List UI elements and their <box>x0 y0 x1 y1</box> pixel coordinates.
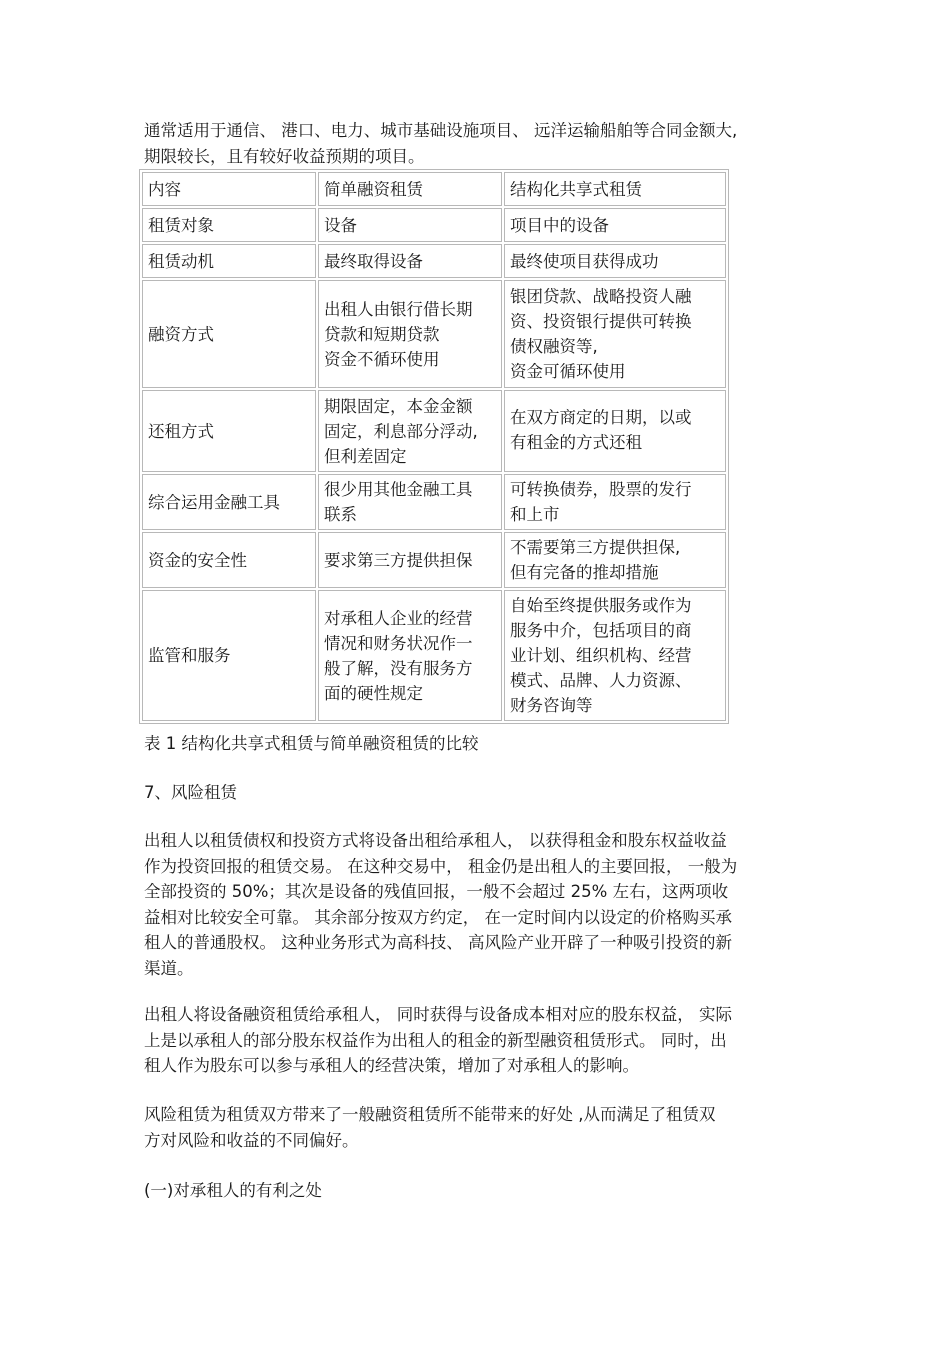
intro-paragraph <box>144 118 814 170</box>
text-line: 租人作为股东可以参与承租人的经营决策，增加了对承租人的影响。 <box>144 1056 639 1075</box>
intro-line: 期限较长，且有较好收益预期的项目。 <box>144 147 425 166</box>
section-heading: 7、风险租赁 <box>144 783 237 802</box>
table-row <box>142 532 726 588</box>
table-header-row <box>142 172 726 206</box>
cell-line: 很少用其他金融工具 <box>324 480 473 499</box>
cell-line: 但利差固定 <box>324 446 407 466</box>
table-row <box>142 390 726 472</box>
cell-line: 要求第三方提供担保 <box>324 550 473 570</box>
intro-line: 通常适用于通信、 港口、电力、城市基础设施项目、 远洋运输船舶等合同金额大, <box>144 121 738 140</box>
cell-line: 最终使项目获得成功 <box>510 251 659 271</box>
subsection-heading <box>144 1178 808 1204</box>
row-label: 监管和服务 <box>142 590 316 721</box>
text-line: (一)对承租人的有利之处 <box>144 1181 322 1200</box>
text-line: 全部投资的 50%；其次是设备的残值回报，一般不会超过 25% 左右，这两项收 <box>144 882 729 901</box>
cell-line: 有租金的方式还租 <box>510 433 642 452</box>
text-line: 风险租赁为租赁双方带来了一般融资租赁所不能带来的好处 ,从而满足了租赁双 <box>144 1105 716 1124</box>
cell-line: 不需要第三方提供担保, <box>510 538 681 557</box>
cell-line: 和上市 <box>510 505 560 524</box>
structured-lease-cell <box>504 532 726 588</box>
row-label: 还租方式 <box>142 390 316 472</box>
cell-line: 服务中介，包括项目的商 <box>510 621 692 640</box>
text-line: 出租人以租赁债权和投资方式将设备出租给承租人， 以获得租金和股东权益收益 <box>144 831 727 850</box>
table-row <box>142 590 726 721</box>
cell-line: 情况和财务状况作一 <box>324 633 473 653</box>
text-line: 上是以承租人的部分股东权益作为出租人的租金的新型融资租赁形式。 同时，出 <box>144 1030 727 1050</box>
simple-lease-cell <box>318 590 502 721</box>
header-cell-structured-lease: 结构化共享式租赁 <box>504 172 726 206</box>
cell-line: 贷款和短期贷款 <box>324 324 440 344</box>
cell-line: 可转换债券，股票的发行 <box>510 480 692 499</box>
table-row <box>142 280 726 388</box>
cell-line: 业计划、组织机构、经营 <box>510 646 692 665</box>
row-label: 融资方式 <box>142 280 316 388</box>
cell-line: 资金不循环使用 <box>324 349 440 369</box>
structured-lease-cell <box>504 208 726 242</box>
paragraph-equity-arrangement <box>144 1002 808 1079</box>
cell-line: 固定，利息部分浮动, <box>324 421 478 441</box>
table-caption: 表 1 结构化共享式租赁与简单融资租赁的比较 <box>144 734 479 753</box>
comparison-table <box>139 169 729 724</box>
cell-line: 对承租人企业的经营 <box>324 608 473 628</box>
simple-lease-cell <box>318 244 502 278</box>
cell-line: 但有完备的推却措施 <box>510 563 659 582</box>
cell-line: 资、投资银行提供可转换 <box>510 312 692 331</box>
cell-line: 自始至终提供服务或作为 <box>510 596 692 615</box>
paragraph-risk-lease-definition <box>144 828 808 981</box>
simple-lease-cell <box>318 474 502 530</box>
cell-line: 财务咨询等 <box>510 696 593 715</box>
cell-line: 模式、品牌、人力资源、 <box>510 671 692 690</box>
text-line: 方对风险和收益的不同偏好。 <box>144 1130 359 1150</box>
cell-line: 联系 <box>324 505 357 524</box>
table-row <box>142 244 726 278</box>
cell-line: 在双方商定的日期，以或 <box>510 408 692 427</box>
simple-lease-cell <box>318 532 502 588</box>
structured-lease-cell <box>504 390 726 472</box>
cell-line: 设备 <box>324 215 357 235</box>
cell-line: 最终取得设备 <box>324 251 423 271</box>
cell-line: 资金可循环使用 <box>510 362 626 381</box>
simple-lease-cell <box>318 280 502 388</box>
cell-line: 债权融资等, <box>510 337 598 356</box>
cell-line: 面的硬性规定 <box>324 683 423 703</box>
cell-line: 般了解，没有服务方 <box>324 658 473 678</box>
simple-lease-cell <box>318 390 502 472</box>
text-line: 益相对比较安全可靠。 其余部分按双方约定， 在一定时间内以设定的价格购买承 <box>144 907 732 927</box>
text-line: 出租人将设备融资租赁给承租人， 同时获得与设备成本相对应的股东权益， 实际 <box>144 1005 732 1024</box>
structured-lease-cell <box>504 474 726 530</box>
row-label: 资金的安全性 <box>142 532 316 588</box>
row-label: 租赁对象 <box>142 208 316 242</box>
text-line: 作为投资回报的租赁交易。 在这种交易中， 租金仍是出租人的主要回报， 一般为 <box>144 856 738 876</box>
header-cell-simple-lease: 简单融资租赁 <box>318 172 502 206</box>
structured-lease-cell <box>504 244 726 278</box>
cell-line: 银团贷款、战略投资人融 <box>510 287 692 306</box>
table-row <box>142 474 726 530</box>
cell-line: 出租人由银行借长期 <box>324 299 473 319</box>
cell-line: 项目中的设备 <box>510 215 609 235</box>
header-cell-content: 内容 <box>142 172 316 206</box>
row-label: 租赁动机 <box>142 244 316 278</box>
text-line: 租人的普通股权。 这种业务形式为高科技、 高风险产业开辟了一种吸引投资的新 <box>144 933 732 952</box>
text-line: 渠道。 <box>144 958 194 978</box>
table-row <box>142 208 726 242</box>
row-label: 综合运用金融工具 <box>142 474 316 530</box>
structured-lease-cell <box>504 280 726 388</box>
paragraph-benefits <box>144 1102 808 1153</box>
cell-line: 期限固定，本金金额 <box>324 396 473 416</box>
structured-lease-cell <box>504 590 726 721</box>
simple-lease-cell <box>318 208 502 242</box>
